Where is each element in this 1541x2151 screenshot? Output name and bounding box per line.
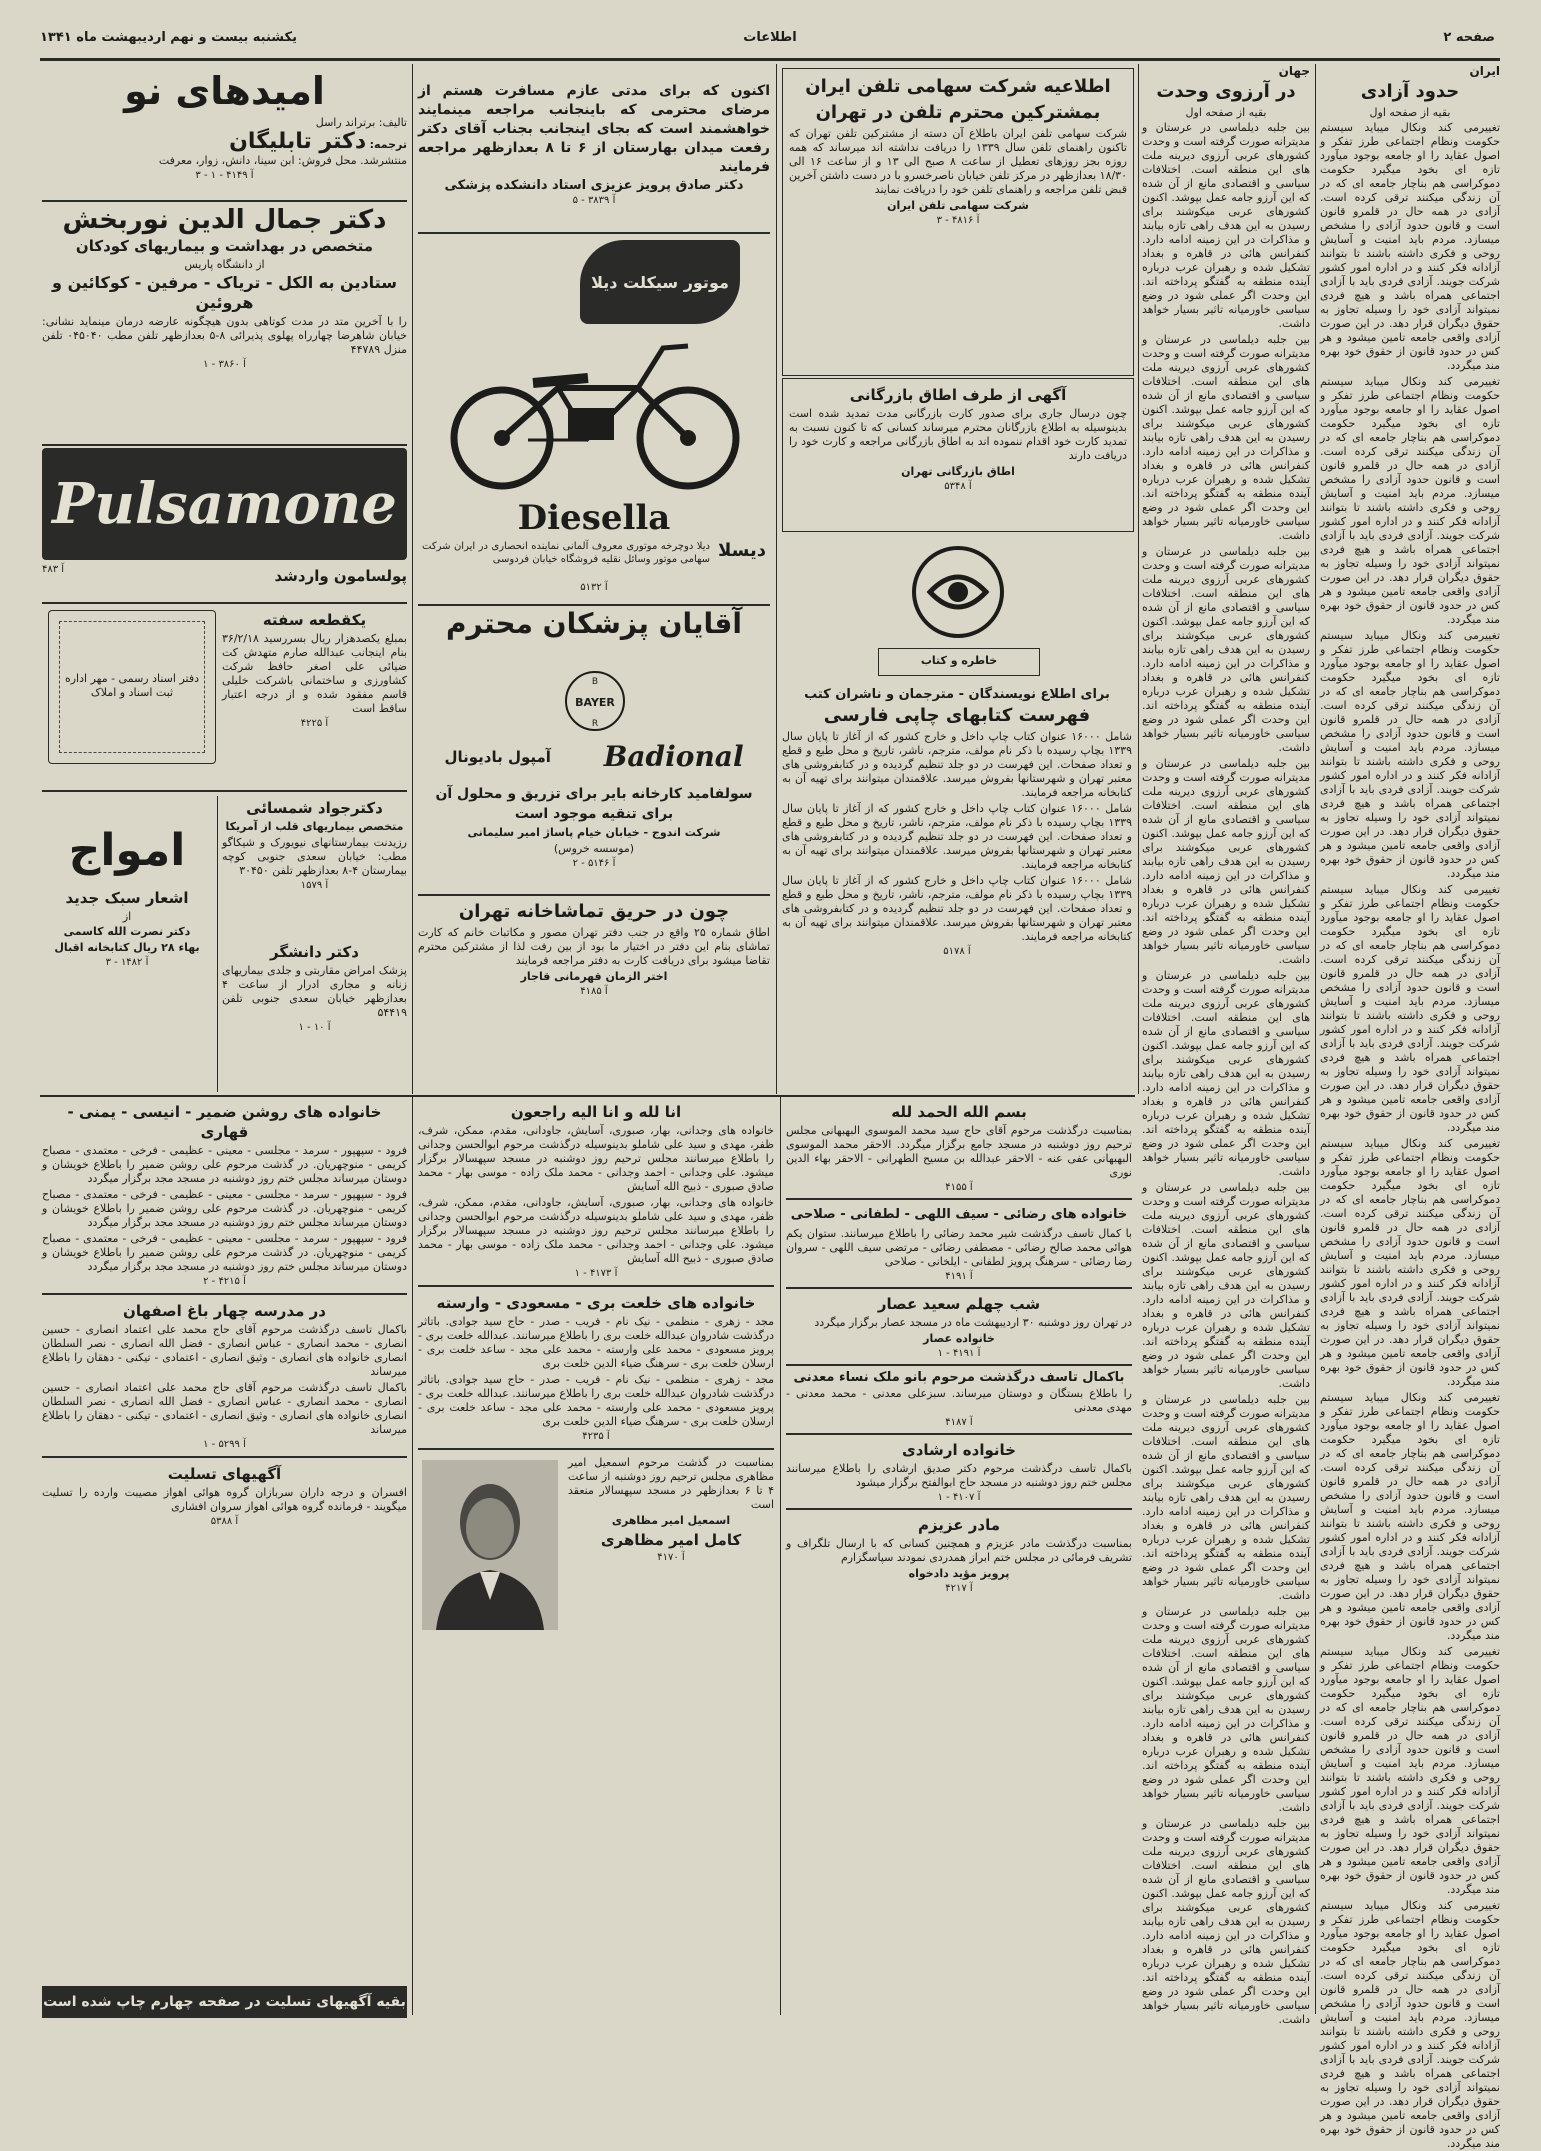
obit-signature: پرویز مؤید دادخواه <box>908 1567 1010 1580</box>
doctor-university: از دانشگاه پاریس <box>184 258 265 271</box>
ad-signature: اختر الزمان قهرمانی قاجار <box>520 970 668 983</box>
ad-code: آ ۴۲۱۷ <box>945 1583 973 1594</box>
obit-signature: خانواده عصار <box>923 1332 995 1345</box>
obit-item <box>418 1102 774 1279</box>
article-body-cont: بین جلبه دیلماسی در عرستان و مدیترانه صورت گرفته است و وحدت کشورهای عربی آرزوی دیرینه ملت های این منطقه است. اختلافات سیاسی و اقتصادی مانع از آن شده که این آرزو جامه عمل بپوشد. اکنون کشورهای عربی میکوشند برای رسیدن به این هدف راهی تازه بیابند و مذاکرات در این زمینه ادامه دارد. کنفرانس هائی در قاهره و بغداد تشکیل شده و رهبران عرب درباره آینده منطقه به گفتگو پرداخته اند. این وحدت اگر عملی شود در وضع سیاسی خاورمیانه تاثیر بسیار خواهد داشت. <box>1142 1605 1310 1814</box>
ad-title: آقایان پزشکان محترم <box>446 607 742 640</box>
ad-chamber-commerce <box>782 378 1134 532</box>
trip-signature: دکتر صادق پرویز عزیزی استاد دانشکده پزشکی <box>444 178 744 193</box>
ad-code: آ ۱۰ - ۱ <box>298 1022 331 1033</box>
ad-code: آ ۴۸۳ <box>42 564 65 575</box>
article-body-cont: بین جلبه دیلماسی در عرستان و مدیترانه صورت گرفته است و وحدت کشورهای عربی آرزوی دیرینه ملت های این منطقه است. اختلافات سیاسی و اقتصادی مانع از آن شده که این آرزو جامه عمل بپوشد. اکنون کشورهای عربی میکوشند برای رسیدن به این هدف راهی تازه بیابند و مذاکرات در این زمینه ادامه دارد. کنفرانس هائی در قاهره و بغداد تشکیل شده و رهبران عرب درباره آینده منطقه به گفتگو پرداخته اند. این وحدت اگر عملی شود در وضع سیاسی خاورمیانه تاثیر بسیار خواهد داشت. <box>1142 969 1310 1178</box>
addiction-list: ستادین به الکل - تریاک - مرفین - کوکائین و هروئین <box>52 273 397 312</box>
obit-title: خانواده های رضائی - سیف اللهی - لطفانی - صلاحی <box>790 1207 1128 1222</box>
ad-lost-check <box>222 608 407 788</box>
ad-code: آ ۵۱۳۲ <box>580 582 608 593</box>
book-publisher: منتشرشد. محل فروش: ابن سینا، دانش، زوار، معرفت <box>158 154 407 167</box>
company-sub: (موسسه خروس) <box>553 842 635 855</box>
ad-body-cont: شامل ۱۶۰۰۰ عنوان کتاب چاپ داخل و خارج کشور که از آغاز تا پایان سال ۱۳۳۹ بچاپ رسیده با ذکر نام مولف، مترجم، ناشر، تاریخ و محل طبع و قطع و تعداد صفحات. این فهرست در دو جلد تنظیم گردیده و در کتابفروشی های معتبر تهران و شهرستانها بفروش میرسد. علاقمندان میتوانند برای تهیه آن به کتابخانه مراجعه فرمایند. <box>782 874 1132 943</box>
ad-code: آ ۴۱۷۳ - ۱ <box>574 1268 618 1279</box>
emblem-block <box>782 534 1132 684</box>
ad-body: رزیدنت بیمارستانهای نیویورک و شیکاگو مطب: خیابان سعدی جنوبی کوچه بیمارستان ۴-۸ بعدازظهر تلفن ۳۰۴۵۰ <box>222 836 407 877</box>
ad-code: آ ۳۸۳۹ - ۵ <box>572 195 616 206</box>
badional-logo: Badional <box>603 740 744 773</box>
section-label: جهان <box>1278 64 1310 78</box>
obit-body-cont: مجد - زهری - منظمی - نیک نام - فریب - صدر - حاج سید جوادی. باتاثر درگذشت شادروان عبدالله خلعت بری را باطلاع میرسانند. عبدالله خلعت بری - پرویز مسعودی - محمد علی وارسته - محمد علی مجد - ساعد خلعت بری - ارسلان خلعت بری - سرهنگ ضیاء الدین خلعت بری <box>418 1373 774 1428</box>
doctor-name: دکتر جمال الدین نوربخش <box>62 205 387 235</box>
obit-title: بسم الله الحمد لله <box>891 1103 1027 1121</box>
column-divider <box>412 1095 413 2015</box>
portrait-photo <box>422 1460 558 1630</box>
obit-item <box>786 1515 1132 1594</box>
ad-body: چون درسال جاری برای صدور کارت بازرگانی مدت تمدید شده است بدینوسیله به اطلاع بازرگانان محترم میرساند کسانی که تا کنون نسبت به تمدید کارت خود اقدام ننموده اند به اطاق بازرگانی مراجعه و کارت خود را دریافت دارند <box>789 407 1127 462</box>
official-stamp <box>48 610 216 764</box>
stamp-text: دفتر اسناد رسمی - مهر اداره ثبت اسناد و املاک <box>64 672 199 699</box>
obit-title: در مدرسه چهار باغ اصفهان <box>123 1302 326 1320</box>
ad-code: آ ۴۲۲۵ <box>300 718 329 729</box>
ad-title: فهرست کتابهای چاپی فارسی <box>823 705 1091 726</box>
book-author: تالیف: برتراند راسل <box>315 116 407 129</box>
obit-body-cont: فرود - سپهپور - سرمد - مجلسی - معینی - عظیمی - فرخی - معتمدی - مصباح کریمی - منوچهریان. در گذشت مرحوم علی روشن ضمیر را باطلاع خویشان و دوستان میرساند مجلس ختم روز دوشنبه در مسجد مجد برگزار میگردد <box>42 1188 407 1229</box>
issue-date: یکشنبه بیست و نهم اردیبهشت ماه ۱۳۴۱ <box>40 30 297 45</box>
emblem-label-box <box>878 648 1040 676</box>
obit-item <box>42 1464 407 1527</box>
book-subtitle: اشعار سبک جدید <box>65 889 189 907</box>
ad-doctor-trip <box>418 82 770 230</box>
obit-column-3 <box>786 1100 1132 1980</box>
ad-code: آ ۵۳۴۸ <box>944 481 972 492</box>
obit-title: انا لله و انا الیه راجعون <box>510 1103 682 1121</box>
diesella-banner <box>580 240 740 324</box>
item-divider <box>418 1448 774 1450</box>
obit-item <box>786 1294 1132 1359</box>
article-body-cont: تغییرمی کند ونکال میباید سیستم حکومت ونظام اجتماعی طرز تفکر و اصول عقاید را او جامعه بوجود میآورد تازه ای بخود میگیرد حکومت دموکراسی هم بناچار جامعه ای که در آن زندگی میکنند ترقی کرده است. آزادی در همه حال در قلمرو قانون است و قانون حدود آزادی را مشخص میسازد. مردم باید امنیت و آسایش روحی و فکری داشته باشند تا بتوانند آزادانه فکر کنند و در اداره امور کشور شرکت جویند. آزادی فردی باید با آزادی اجتماعی همراه باشد و هیچ فردی نمیتواند آزادی خود را وسیله تجاوز به حقوق دیگران قرار دهد. در این صورت آزادی واقعی جامعه تامین میشود و هر کس در حدود قانون از حقوق خود بهره مند میگردد. <box>1320 1137 1500 1388</box>
lost-title: یکقطعه سفته <box>262 611 367 629</box>
obit-item <box>786 1371 1132 1428</box>
obit-title: خانواده های روشن ضمیر - انیسی - یمنی - قهاری <box>67 1103 382 1141</box>
obit-body: بمناسبت درگذشت مادر عزیزم و همچنین کسانی که با ارسال تلگراف و تشریف فرمائی در مجلس ختم ابراز همدردی نمودند سپاسگزارم <box>786 1537 1132 1564</box>
diesella-fa-name: دیسلا <box>718 540 766 561</box>
continued-obituaries-banner <box>42 1986 407 2018</box>
world-column <box>1142 64 1310 2026</box>
obit-title: خانواده های خلعت بری - مسعودی - وارسته <box>436 1294 756 1312</box>
obit-body: بمناسبت درگذشت مرحوم آقای حاج سید محمد الموسوی البهبهانی مجلس ترحیم روز دوشنبه در مسجد جامع برگزار میگردد. الاحقر محمد الموسوی البهبهانی عفی عنه - الاحقر عبدالله بن مسیح الطهرانی - الاحقر بهاء الدین نوری <box>786 1124 1132 1179</box>
obit-body-cont: خانواده های وجدانی، بهار، صبوری، آسایش، جاودانی، مقدم، ممکن، شرف، ظفر، مهدی و سید علی شاملو بدینوسیله درگذشت مرحوم ابوالحسن وجدانی را باطلاع میرسانند مجلس ترحیم روز دوشنبه در مسجد سپهسالار برگزار میشود. علی وجدانی - احمد وجدانی - محمد ملک زاده - موسی بهار - محمد صادق صبوری - ذبیح الله آسایش <box>418 1196 774 1265</box>
ad-theatre-fire <box>418 898 770 1092</box>
iran-column <box>1320 64 1500 2150</box>
doctor-specialty: متخصص بیماریهای قلب از آمریکا <box>225 820 404 833</box>
ad-code: آ ۴۱۵۵ <box>945 1182 973 1193</box>
ad-pulsamone <box>42 448 407 598</box>
ad-signature: اطاق بازرگانی تهران <box>901 465 1015 478</box>
portrait-name: اسمعیل امیر مظاهری <box>611 1514 731 1527</box>
article-body-cont: تغییرمی کند ونکال میباید سیستم حکومت ونظام اجتماعی طرز تفکر و اصول عقاید را او جامعه بوجود میآورد تازه ای بخود میگیرد حکومت دموکراسی هم بناچار جامعه ای که در آن زندگی میکنند ترقی کرده است. آزادی در همه حال در قلمرو قانون است و قانون حدود آزادی را مشخص میسازد. مردم باید امنیت و آسایش روحی و فکری داشته باشند تا بتوانند آزادانه فکر کنند و در اداره امور کشور شرکت جویند. آزادی فردی باید با آزادی اجتماعی همراه باشد و هیچ فردی نمیتواند آزادی خود را وسیله تجاوز به حقوق دیگران قرار دهد. در این صورت آزادی واقعی جامعه تامین میشود و هر کس در حدود قانون از حقوق خود بهره مند میگردد. <box>1320 883 1500 1134</box>
article-body-cont: تغییرمی کند ونکال میباید سیستم حکومت ونظام اجتماعی طرز تفکر و اصول عقاید را او جامعه بوجود میآورد تازه ای بخود میگیرد حکومت دموکراسی هم بناچار جامعه ای که در آن زندگی میکنند ترقی کرده است. آزادی در همه حال در قلمرو قانون است و قانون حدود آزادی را مشخص میسازد. مردم باید امنیت و آسایش روحی و فکری داشته باشند تا بتوانند آزادانه فکر کنند و در اداره امور کشور شرکت جویند. آزادی فردی باید با آزادی اجتماعی همراه باشد و هیچ فردی نمیتواند آزادی خود را وسیله تجاوز به حقوق دیگران قرار دهد. در این صورت آزادی واقعی جامعه تامین میشود و هر کس در حدود قانون از حقوق خود بهره مند میگردد. <box>1320 1899 1500 2150</box>
ad-body: سولفامید کارخانه بایر برای تزریق و محلول آن برای تنقیه موجود است <box>435 786 753 822</box>
doctor-name: دکتر دانشگر <box>270 943 359 961</box>
obit-item <box>42 1102 407 1287</box>
diesella-body: دیلا دوچرخه موتوری معروف آلمانی نماینده انحصاری در ایران شرکت سهامی موتور وسائل نقلیه فروشگاه خیابان فردوسی <box>422 541 710 565</box>
ad-subtitle: بمشترکین محترم تلفن در تهران <box>815 102 1101 123</box>
item-divider <box>786 1508 1132 1510</box>
company: شرکت اندوج - خیابان خیام پاساژ امیر سلیمانی <box>467 826 721 839</box>
book-author: دکتر نصرت الله کاسمی <box>63 925 191 938</box>
pulsamone-name: پولسامون واردشد <box>274 567 407 585</box>
item-divider <box>786 1364 1132 1366</box>
newspaper-name: اطلاعات <box>743 30 797 45</box>
obit-body: مجد - زهری - منظمی - نیک نام - فریب - صدر - حاج سید جوادی. باتاثر درگذشت شادروان عبدالله خلعت بری را باطلاع میرسانند. عبدالله خلعت بری - پرویز مسعودی - محمد علی وارسته - محمد علی مجد - ساعد خلعت بری - ارسلان خلعت بری - سرهنگ ضیاء الدین خلعت بری <box>418 1315 774 1370</box>
continued-label: بقیه از صفحه اول <box>1369 106 1451 119</box>
section-label: ایران <box>1469 64 1500 78</box>
banner-text: بقیه آگهیهای تسلیت در صفحه چهارم چاپ شده است <box>43 1994 406 2010</box>
ad-code: آ ۴۱۰۷ - ۱ <box>937 1492 981 1503</box>
book-title: امیدهای نو <box>124 69 325 113</box>
obit-body: را باطلاع بستگان و دوستان میرساند. سبزعلی معدنی - محمد معدنی - مهدی معدنی <box>786 1387 1132 1414</box>
banner-text: موتور سیکلت دیلا <box>591 272 729 292</box>
article-body-cont: بین جلبه دیلماسی در عرستان و مدیترانه صورت گرفته است و وحدت کشورهای عربی آرزوی دیرینه ملت های این منطقه است. اختلافات سیاسی و اقتصادی مانع از آن شده که این آرزو جامه عمل بپوشد. اکنون کشورهای عربی میکوشند برای رسیدن به این هدف راهی تازه بیابند و مذاکرات در این زمینه ادامه دارد. کنفرانس هائی در قاهره و بغداد تشکیل شده و رهبران عرب درباره آینده منطقه به گفتگو پرداخته اند. این وحدت اگر عملی شود در وضع سیاسی خاورمیانه تاثیر بسیار خواهد داشت. <box>1142 333 1310 542</box>
item-divider <box>418 1285 774 1287</box>
article-title: حدود آزادی <box>1360 81 1460 102</box>
item-divider <box>42 1456 407 1458</box>
obit-body: خانواده های وجدانی، بهار، صبوری، آسایش، جاودانی، مقدم، ممکن، شرف، ظفر، مهدی و سید علی شاملو بدینوسیله درگذشت مرحوم ابوالحسن وجدانی را باطلاع میرسانند مجلس ترحیم روز دوشنبه در مسجد سپهسالار برگزار میشود. علی وجدانی - احمد وجدانی - محمد ملک زاده - موسی بهار - محمد صادق صبوری - ذبیح الله آسایش <box>418 1124 774 1193</box>
emblem-logo <box>908 542 1008 642</box>
item-divider <box>786 1433 1132 1435</box>
item-divider <box>786 1198 1132 1200</box>
column-divider <box>780 1095 781 2015</box>
article-body-cont: بین جلبه دیلماسی در عرستان و مدیترانه صورت گرفته است و وحدت کشورهای عربی آرزوی دیرینه ملت های این منطقه است. اختلافات سیاسی و اقتصادی مانع از آن شده که این آرزو جامه عمل بپوشد. اکنون کشورهای عربی میکوشند برای رسیدن به این هدف راهی تازه بیابند و مذاکرات در این زمینه ادامه دارد. کنفرانس هائی در قاهره و بغداد تشکیل شده و رهبران عرب درباره آینده منطقه به گفتگو پرداخته اند. این وحدت اگر عملی شود در وضع سیاسی خاورمیانه تاثیر بسیار خواهد داشت. <box>1142 545 1310 754</box>
ad-code: آ ۴۱۷۰ <box>657 1552 685 1563</box>
ad-code: آ ۴۱۴۹ - ۱ - ۳ <box>195 170 254 181</box>
ad-code: آ ۳۸۶۰ - ۱ <box>203 359 246 370</box>
obit-body: با کمال تاسف درگذشت شیر محمد رضائی را باطلاع میرسانند. ستوان یکم هوائی محمد صالح رضائی - مصطفی رضائی - مرتضی سیف اللهی - سروان رضا رضائی - سرهنگ پرویز لطفانی - ایلخانی - صلاحی <box>786 1227 1132 1268</box>
column-divider <box>1315 64 1316 2014</box>
ad-code: آ ۴۱۹۱ - ۱ <box>937 1348 981 1359</box>
badional-fa: آمپول بادیونال <box>444 747 551 766</box>
obit-body: باکمال تاسف درگذشت مرحوم دکتر صدیق ارشادی را باطلاع میرسانند مجلس ختم روز دوشنبه در مسجد حاج ابوالفتح برگزار میشود <box>786 1462 1132 1489</box>
header-rule <box>40 58 1500 61</box>
translator-name: دکتر تابلیگان <box>229 129 367 154</box>
ad-code: آ ۴۸۱۶ - ۳ <box>936 215 980 226</box>
obit-column-1 <box>42 1100 407 1980</box>
obit-item <box>418 1293 774 1442</box>
ad-body: شامل ۱۶۰۰۰ عنوان کتاب چاپ داخل و خارج کشور که از آغاز تا پایان سال ۱۳۳۹ بچاپ رسیده با ذکر نام مولف، مترجم، ناشر، تاریخ و محل طبع و قطع و تعداد صفحات. این فهرست در دو جلد تنظیم گردیده و در کتابفروشی های معتبر تهران و شهرستانها بفروش میرسد. علاقمندان میتوانند برای تهیه آن به کتابخانه مراجعه فرمایند. <box>782 730 1132 799</box>
svg-text:R: R <box>591 719 599 729</box>
ad-body: پزشک امراض مقاربتی و جلدی بیماریهای زنانه و مجاری ادرار از ساعت ۴ بعدازظهر خیابان سعدی جنوبی تلفن ۵۴۴۱۹ <box>222 964 407 1019</box>
article-body-cont: تغییرمی کند ونکال میباید سیستم حکومت ونظام اجتماعی طرز تفکر و اصول عقاید را او جامعه بوجود میآورد تازه ای بخود میگیرد حکومت دموکراسی هم بناچار جامعه ای که در آن زندگی میکنند ترقی کرده است. آزادی در همه حال در قلمرو قانون است و قانون حدود آزادی را مشخص میسازد. مردم باید امنیت و آسایش روحی و فکری داشته باشند تا بتوانند آزادانه فکر کنند و در اداره امور کشور شرکت جویند. آزادی فردی باید با آزادی اجتماعی همراه باشد و هیچ فردی نمیتواند آزادی خود را وسیله تجاوز به حقوق دیگران قرار دهد. در این صورت آزادی واقعی جامعه تامین میشود و هر کس در حدود قانون از حقوق خود بهره مند میگردد. <box>1320 375 1500 626</box>
obit-title: شب چهلم سعید عصار <box>877 1295 1041 1313</box>
obit-title: کامل امیر مظاهری <box>600 1531 742 1549</box>
bayer-cross-logo <box>564 670 626 732</box>
ad-code: آ ۱۴۸۲ - ۳ <box>105 957 149 968</box>
obit-title: باکمال تاسف درگذشت مرحوم بانو ملک نساء معدنی <box>793 1370 1125 1385</box>
obit-item <box>786 1440 1132 1503</box>
ad-code: آ ۴۱۸۵ <box>580 986 608 997</box>
ad-title: آگهی از طرف اطاق بازرگانی <box>849 386 1067 404</box>
ad-body: اطاق شماره ۲۵ واقع در جنب دفتر تهران مصور و مکاتبات خانم که کارت تماشای بنام این دفتر در اختیار ما بود از بین رفت لذا از مشترکین محترم تقاضا میشود برای دریافت کارت به دفتر مراجعه فرمایند <box>418 926 770 967</box>
ad-dr-daneshgar <box>222 940 407 1090</box>
ad-books-catalog <box>782 688 1132 1092</box>
ad-code: آ ۵۱۴۶ - ۲ <box>572 858 616 869</box>
obit-title: مادر عزیزم <box>917 1516 1000 1534</box>
column-divider <box>412 64 413 1094</box>
article-body: تغییرمی کند ونکال میباید سیستم حکومت ونظام اجتماعی طرز تفکر و اصول عقاید را او جامعه بوجود میآورد تازه ای بخود میگیرد حکومت دموکراسی هم بناچار جامعه ای که در آن زندگی میکنند ترقی کرده است. آزادی در همه حال در قلمرو قانون است و قانون حدود آزادی را مشخص میسازد. مردم باید امنیت و آسایش روحی و فکری داشته باشند تا بتوانند آزادانه فکر کنند و در اداره امور کشور شرکت جویند. آزادی فردی باید با آزادی اجتماعی همراه باشد و هیچ فردی نمیتواند آزادی خود را وسیله تجاوز به حقوق دیگران قرار دهد. در این صورت آزادی واقعی جامعه تامین میشود و هر کس در حدود قانون از حقوق خود بهره مند میگردد. <box>1320 121 1500 372</box>
translator-label: ترجمه: <box>369 138 407 151</box>
article-title: در آرزوی وحدت <box>1156 81 1296 102</box>
column-divider <box>776 64 777 1094</box>
motorcycle-illustration <box>438 328 748 498</box>
obit-body-cont: فرود - سپهپور - سرمد - مجلسی - معینی - عظیمی - فرخی - معتمدی - مصباح کریمی - منوچهریان. در گذشت مرحوم علی روشن ضمیر را باطلاع خویشان و دوستان میرساند مجلس ختم روز دوشنبه در مسجد مجد برگزار میگردد <box>42 1232 407 1273</box>
ad-telephone-company <box>782 68 1134 376</box>
obit-body-cont: باکمال تاسف درگذشت مرحوم آقای حاج محمد علی اعتماد انصاری - حسین انصاری - محمد انصاری - عباس انصاری - فضل الله انصاری - نصر السلطان انصاری خانواده های انصاری - وثیق انصاری - اعتمادی - تیکنی - دهقان را باطلاع میرساند <box>42 1381 407 1436</box>
ad-divider <box>42 602 407 604</box>
emblem-label: خاطره و کتاب <box>920 654 998 667</box>
ad-code: آ ۵۳۸۸ <box>210 1516 239 1527</box>
article-body-cont: بین جلبه دیلماسی در عرستان و مدیترانه صورت گرفته است و وحدت کشورهای عربی آرزوی دیرینه ملت های این منطقه است. اختلافات سیاسی و اقتصادی مانع از آن شده که این آرزو جامه عمل بپوشد. اکنون کشورهای عربی میکوشند برای رسیدن به این هدف راهی تازه بیابند و مذاکرات در این زمینه ادامه دارد. کنفرانس هائی در قاهره و بغداد تشکیل شده و رهبران عرب درباره آینده منطقه به گفتگو پرداخته اند. این وحدت اگر عملی شود در وضع سیاسی خاورمیانه تاثیر بسیار خواهد داشت. <box>1142 1817 1310 2026</box>
article-body-cont: تغییرمی کند ونکال میباید سیستم حکومت ونظام اجتماعی طرز تفکر و اصول عقاید را او جامعه بوجود میآورد تازه ای بخود میگیرد حکومت دموکراسی هم بناچار جامعه ای که در آن زندگی میکنند ترقی کرده است. آزادی در همه حال در قلمرو قانون است و قانون حدود آزادی را مشخص میسازد. مردم باید امنیت و آسایش روحی و فکری داشته باشند تا بتوانند آزادانه فکر کنند و در اداره امور کشور شرکت جویند. آزادی فردی باید با آزادی اجتماعی همراه باشد و هیچ فردی نمیتواند آزادی خود را وسیله تجاوز به حقوق دیگران قرار دهد. در این صورت آزادی واقعی جامعه تامین میشود و هر کس در حدود قانون از حقوق خود بهره مند میگردد. <box>1320 1645 1500 1896</box>
ad-code: آ ۵۲۹۹ - ۱ <box>203 1439 246 1450</box>
ad-body: شرکت سهامی تلفن ایران باطلاع آن دسته از مشترکین تلفن تهران که تاکنون راهنمای تلفن سال ۱۳۳۹ را دریافت نداشته اند میرساند که همه روزه بجز روزهای تعطیل از ساعت ۸ صبح الی ۱۳ و از ساعت ۱۶ الی ۱۸/۳۰ بعدازظهر در مرکز تلفن خیابان ناصرخسرو با در دست داشتن آخرین قبض تلفن مراجعه و راهنمای تلفن خود را دریافت نمایند <box>789 127 1127 196</box>
article-body: بین جلبه دیلماسی در عرستان و مدیترانه صورت گرفته است و وحدت کشورهای عربی آرزوی دیرینه ملت های این منطقه است. اختلافات سیاسی و اقتصادی مانع از آن شده که این آرزو جامه عمل بپوشد. اکنون کشورهای عربی میکوشند برای رسیدن به این هدف راهی تازه بیابند و مذاکرات در این زمینه ادامه دارد. کنفرانس هائی در قاهره و بغداد تشکیل شده و رهبران عرب درباره آینده منطقه به گفتگو پرداخته اند. این وحدت اگر عملی شود در وضع سیاسی خاورمیانه تاثیر بسیار خواهد داشت. <box>1142 121 1310 330</box>
obit-body: بمناسبت در گذشت مرحوم اسمعیل امیر مظاهری مجلس ترحیم روز دوشنبه از ساعت ۴ تا ۶ بعدازظهر در مسجد سپهسالار منعقد است <box>568 1456 775 1511</box>
ad-code: آ ۴۱۹۱ <box>945 1271 973 1282</box>
ad-doctor-nourbakhsh <box>42 204 407 440</box>
ad-omid-book <box>42 66 407 196</box>
ad-diesella <box>418 236 770 600</box>
ad-dr-shamsaei <box>222 796 407 936</box>
ad-code: آ ۴۲۱۵ - ۲ <box>203 1276 246 1287</box>
item-divider <box>786 1287 1132 1289</box>
obit-body: در تهران روز دوشنبه ۳۰ اردیبهشت ماه در مسجد عصار برگزار میگردد <box>814 1316 1132 1329</box>
obit-title: آگهیهای تسلیت <box>167 1465 282 1483</box>
obit-body: باکمال تاسف درگذشت مرحوم آقای حاج محمد علی اعتماد انصاری - حسین انصاری - محمد انصاری - عباس انصاری - فضل الله انصاری - نصر السلطان انصاری خانواده های انصاری - وثیق انصاری - اعتمادی - تیکنی - دهقان را باطلاع میرساند <box>42 1323 407 1378</box>
ad-code: آ ۵۱۷۸ <box>943 946 971 957</box>
item-divider <box>42 1293 407 1295</box>
pulsamone-logo: Pulsamone <box>52 471 397 537</box>
ad-divider <box>42 200 407 202</box>
obit-item <box>786 1102 1132 1193</box>
ad-title: چون در حریق تماشاخانه تهران <box>458 901 730 922</box>
obit-body: افسران و درجه داران سربازان گروه هوائی اهواز مصیبت وارده را تسلیت میگویند - فرمانده گروه هوائی اهواز سروان افشاری <box>42 1486 407 1513</box>
obit-title: خانواده ارشادی <box>901 1441 1016 1459</box>
article-body-cont: تغییرمی کند ونکال میباید سیستم حکومت ونظام اجتماعی طرز تفکر و اصول عقاید را او جامعه بوجود میآورد تازه ای بخود میگیرد حکومت دموکراسی هم بناچار جامعه ای که در آن زندگی میکنند ترقی کرده است. آزادی در همه حال در قلمرو قانون است و قانون حدود آزادی را مشخص میسازد. مردم باید امنیت و آسایش روحی و فکری داشته باشند تا بتوانند آزادانه فکر کنند و در اداره امور کشور شرکت جویند. آزادی فردی باید با آزادی اجتماعی همراه باشد و هیچ فردی نمیتواند آزادی خود را وسیله تجاوز به حقوق دیگران قرار دهد. در این صورت آزادی واقعی جامعه تامین میشود و هر کس در حدود قانون از حقوق خود بهره مند میگردد. <box>1320 629 1500 880</box>
bayer-horizontal: BAYER <box>575 696 615 709</box>
trip-body: اکنون که برای مدتی عازم مسافرت هستم از مرضای محترمی که باینجانب مراجعه مینمایند خواهشمند است که بجای اینجانب بجناب آقای دکتر رفعت میدان بهارستان از ۶ تا ۸ بعدازظهر مراجعه فرمایند <box>418 83 770 175</box>
ad-code: آ ۴۱۸۷ <box>945 1417 973 1428</box>
article-body-cont: بین جلبه دیلماسی در عرستان و مدیترانه صورت گرفته است و وحدت کشورهای عربی آرزوی دیرینه ملت های این منطقه است. اختلافات سیاسی و اقتصادی مانع از آن شده که این آرزو جامه عمل بپوشد. اکنون کشورهای عربی میکوشند برای رسیدن به این هدف راهی تازه بیابند و مذاکرات در این زمینه ادامه دارد. کنفرانس هائی در قاهره و بغداد تشکیل شده و رهبران عرب درباره آینده منطقه به گفتگو پرداخته اند. این وحدت اگر عملی شود در وضع سیاسی خاورمیانه تاثیر بسیار خواهد داشت. <box>1142 1181 1310 1390</box>
column-divider <box>217 796 218 1092</box>
ad-signature: شرکت سهامی تلفن ایران <box>887 199 1029 212</box>
ad-divider <box>42 444 407 446</box>
doctor-name: دکترجواد شمسائی <box>246 799 383 817</box>
obit-item <box>786 1205 1132 1282</box>
book-title: امواج <box>68 825 186 876</box>
ad-intro: برای اطلاع نویسندگان - مترجمان و ناشران کتب <box>804 687 1110 702</box>
ad-divider <box>418 232 770 234</box>
article-body-cont: تغییرمی کند ونکال میباید سیستم حکومت ونظام اجتماعی طرز تفکر و اصول عقاید را او جامعه بوجود میآورد تازه ای بخود میگیرد حکومت دموکراسی هم بناچار جامعه ای که در آن زندگی میکنند ترقی کرده است. آزادی در همه حال در قلمرو قانون است و قانون حدود آزادی را مشخص میسازد. مردم باید امنیت و آسایش روحی و فکری داشته باشند تا بتوانند آزادانه فکر کنند و در اداره امور کشور شرکت جویند. آزادی فردی باید با آزادی اجتماعی همراه باشد و هیچ فردی نمیتواند آزادی خود را وسیله تجاوز به حقوق دیگران قرار دهد. در این صورت آزادی واقعی جامعه تامین میشود و هر کس در حدود قانون از حقوق خود بهره مند میگردد. <box>1320 1391 1500 1642</box>
ad-body: را با آخرین متد در مدت کوتاهی بدون هیچگونه عارضه درمان مینماید نشانی: خیابان شاهرضا چهارراه پهلوی پذیرائی ۸-۵ بعدازظهر تلفن مطب ۰۴۵۰۴۰ تلفن منزل ۴۴۷۸۹ <box>42 315 408 356</box>
ad-amvaj-book <box>42 796 212 1090</box>
ad-divider <box>418 894 770 896</box>
ad-divider <box>42 790 407 792</box>
ad-title: اطلاعیه شرکت سهامی تلفن ایران <box>805 76 1111 97</box>
obit-item <box>42 1301 407 1450</box>
continued-label: بقیه از صفحه اول <box>1185 106 1267 119</box>
obit-column-2 <box>418 1100 774 1980</box>
diesella-logo: Diesella <box>517 498 671 538</box>
page-number: صفحه ۲ <box>1443 30 1495 45</box>
article-body-cont: بین جلبه دیلماسی در عرستان و مدیترانه صورت گرفته است و وحدت کشورهای عربی آرزوی دیرینه ملت های این منطقه است. اختلافات سیاسی و اقتصادی مانع از آن شده که این آرزو جامه عمل بپوشد. اکنون کشورهای عربی میکوشند برای رسیدن به این هدف راهی تازه بیابند و مذاکرات در این زمینه ادامه دارد. کنفرانس هائی در قاهره و بغداد تشکیل شده و رهبران عرب درباره آینده منطقه به گفتگو پرداخته اند. این وحدت اگر عملی شود در وضع سیاسی خاورمیانه تاثیر بسیار خواهد داشت. <box>1142 757 1310 966</box>
book-price: بهاء ۲۸ ریال کتابخانه اقبال <box>54 941 200 954</box>
ad-doctors-bayer <box>418 608 770 892</box>
obit-body: فرود - سپهپور - سرمد - مجلسی - معینی - عظیمی - فرخی - معتمدی - مصباح کریمی - منوچهریان. در گذشت مرحوم علی روشن ضمیر را باطلاع خویشان و دوستان میرساند مجلس ختم روز دوشنبه در مسجد مجد برگزار میگردد <box>42 1144 407 1185</box>
book-from: از <box>122 910 132 923</box>
article-body-cont: بین جلبه دیلماسی در عرستان و مدیترانه صورت گرفته است و وحدت کشورهای عربی آرزوی دیرینه ملت های این منطقه است. اختلافات سیاسی و اقتصادی مانع از آن شده که این آرزو جامه عمل بپوشد. اکنون کشورهای عربی میکوشند برای رسیدن به این هدف راهی تازه بیابند و مذاکرات در این زمینه ادامه دارد. کنفرانس هائی در قاهره و بغداد تشکیل شده و رهبران عرب درباره آینده منطقه به گفتگو پرداخته اند. این وحدت اگر عملی شود در وضع سیاسی خاورمیانه تاثیر بسیار خواهد داشت. <box>1142 1393 1310 1602</box>
column-divider <box>1138 64 1139 1094</box>
doctor-specialty: متخصص در بهداشت و بیماریهای کودکان <box>75 237 374 255</box>
obit-item <box>418 1456 774 1706</box>
ad-body-cont: شامل ۱۶۰۰۰ عنوان کتاب چاپ داخل و خارج کشور که از آغاز تا پایان سال ۱۳۳۹ بچاپ رسیده با ذکر نام مولف، مترجم، ناشر، تاریخ و محل طبع و قطع و تعداد صفحات. این فهرست در دو جلد تنظیم گردیده و در کتابفروشی های معتبر تهران و شهرستانها بفروش میرسد. علاقمندان میتوانند برای تهیه آن به کتابخانه مراجعه فرمایند. <box>782 802 1132 871</box>
ad-code: آ ۴۲۳۵ <box>582 1431 610 1442</box>
section-rule <box>40 1095 1135 1097</box>
svg-text:B: B <box>591 677 599 687</box>
lost-body: بمبلغ یکصدهزار ریال بسررسید ۳۶/۲/۱۸ بنام اینجانب عبدالله صارم متهدش کت ضیائی علی اصغر حافظ شرکت کشاورزی و ساختمانی باشرکت خلیلی قاسم مفقود شده و از درجه اعتبار ساقط است <box>222 632 407 715</box>
ad-code: آ ۱۵۷۹ <box>300 880 329 891</box>
ad-divider <box>418 604 770 606</box>
